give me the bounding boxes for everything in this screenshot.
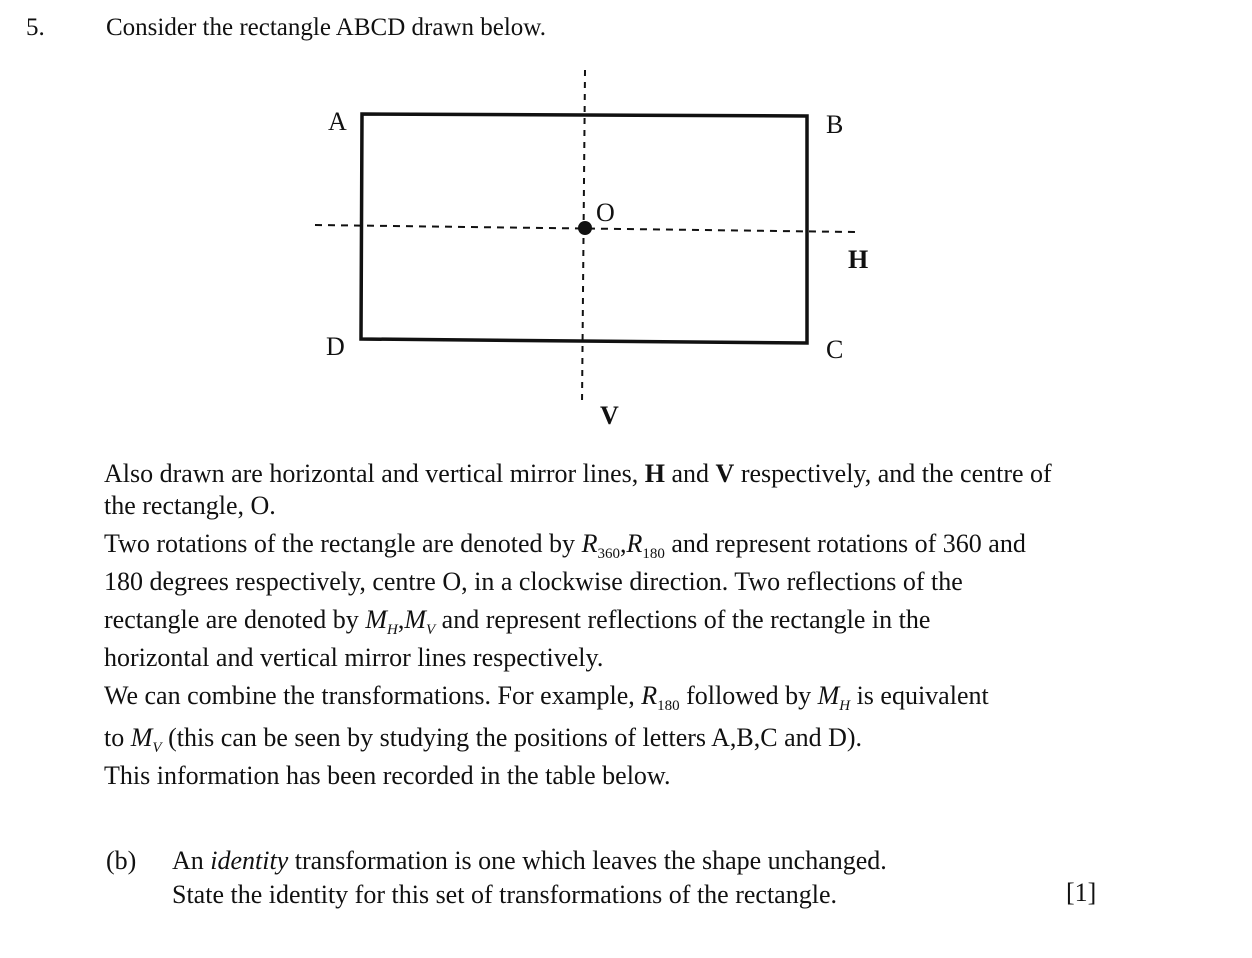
description-line-8: to $M_V$ (this can be seen by studying the positions of letters A,B,C and D). xyxy=(104,723,863,756)
part-b-line-1: (b) An identity transformation is one which leaves the shape unchanged. xyxy=(106,844,887,878)
marks-allocation: [1] xyxy=(1066,878,1097,907)
vertex-label-b: B xyxy=(826,110,844,139)
description-line-6: horizontal and vertical mirror lines respectively. xyxy=(104,643,604,672)
vertex-label-d: D xyxy=(326,332,345,361)
question-intro: Consider the rectangle ABCD drawn below. xyxy=(106,14,546,41)
part-b-question xyxy=(106,844,887,912)
rectangle-figure xyxy=(0,0,1252,450)
question-number: 5. xyxy=(26,14,45,41)
description-line-2: the rectangle, O. xyxy=(104,491,276,520)
part-b-label: (b) xyxy=(106,846,137,875)
centre-label-o: O xyxy=(596,198,615,227)
description-line-7: We can combine the transformations. For example, $R_{180}$ followed by $M_H$ is equivalent xyxy=(104,681,989,714)
part-b-line-2: State the identity for this set of transformations of the rectangle. xyxy=(172,880,837,909)
vertex-label-a: A xyxy=(328,107,347,136)
vertical-mirror-line xyxy=(582,70,585,404)
description-line-5: rectangle are denoted by $M_H,M_V$ and represent reflections of the rectangle in the xyxy=(104,605,931,638)
description-line-1: Also drawn are horizontal and vertical mirror lines, H and V respectively, and the centre of xyxy=(104,459,1052,488)
mirror-label-v: V xyxy=(600,401,619,430)
mirror-label-h: H xyxy=(848,245,869,274)
description-paragraph xyxy=(104,455,1214,795)
centre-point xyxy=(578,221,592,235)
description-line-3: Two rotations of the rectangle are denoted by $R_{360},R_{180}$ and represent rotations of 360 and xyxy=(104,529,1026,562)
description-line-9: This information has been recorded in the table below. xyxy=(104,761,671,790)
description-line-4: 180 degrees respectively, centre O, in a clockwise direction. Two reflections of the xyxy=(104,567,963,596)
vertex-label-c: C xyxy=(826,335,844,364)
